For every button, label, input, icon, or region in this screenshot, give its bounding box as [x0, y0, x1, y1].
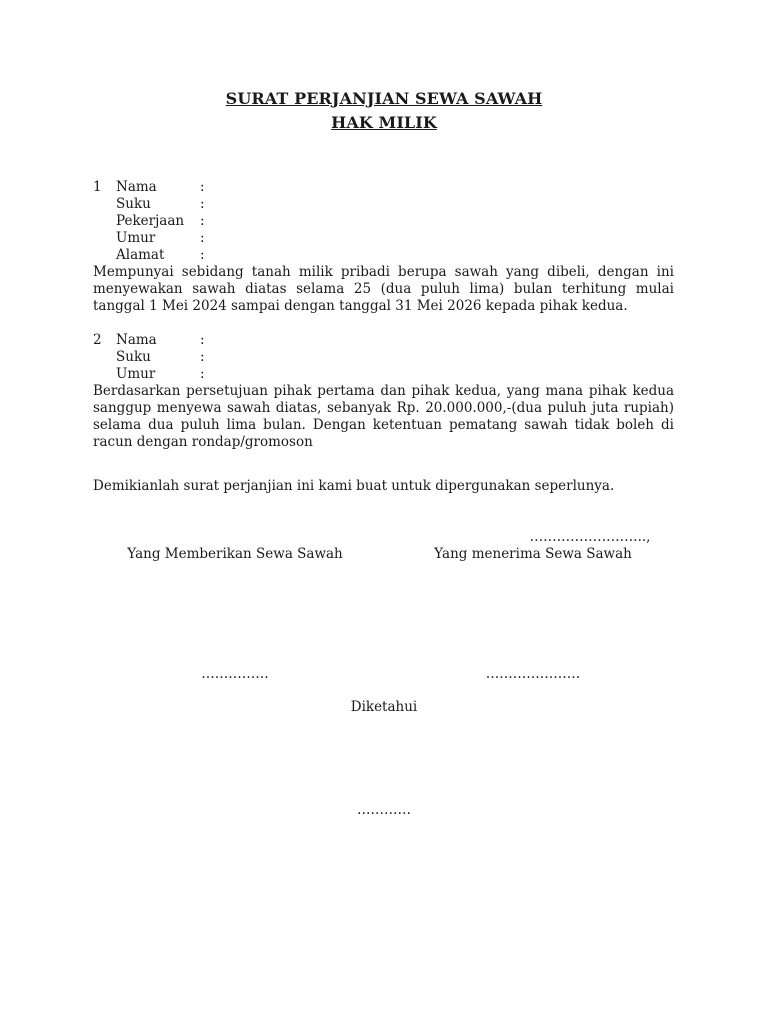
- signer-right-label: Yang menerima Sewa Sawah: [434, 546, 632, 562]
- signer-left-label: Yang Memberikan Sewa Sawah: [127, 546, 343, 562]
- party1-paragraph: Mempunyai sebidang tanah milik pribadi berupa sawah yang dibeli, dengan ini menyewakan sawah diatas selama 25 (dua puluh lima) bulan terhitung mulai tanggal 1 Mei 2024 sampai dengan tanggal 31 Mei 2026 kepada pihak kedua.: [93, 264, 674, 314]
- party1-umur-colon: :: [200, 230, 205, 246]
- document-title: SURAT PERJANJIAN SEWA SAWAH: [225, 89, 543, 108]
- party1-umur-label: Umur: [116, 230, 156, 246]
- party2-suku-colon: :: [200, 349, 205, 365]
- party2-umur-label: Umur: [116, 366, 156, 382]
- party1-number: 1: [93, 179, 102, 195]
- party2-umur-colon: :: [200, 366, 205, 382]
- party1-alamat-colon: :: [200, 247, 205, 263]
- place-date-placeholder: ……………………..,: [529, 529, 651, 545]
- party2-name-label: Nama: [116, 332, 157, 348]
- party2-paragraph: Berdasarkan persetujuan pihak pertama dan pihak kedua, yang mana pihak kedua sanggup menyewa sawah diatas, sebanyak Rp. 20.000.000,-(dua puluh juta rupiah) selama dua puluh lima bulan. Dengan ketentuan pematang sawah tidak boleh di racun dengan rondap/gromoson: [93, 383, 674, 450]
- witness-label: Diketahui: [350, 699, 418, 715]
- party1-pekerjaan-label: Pekerjaan: [116, 213, 185, 229]
- party1-name-colon: :: [200, 179, 205, 195]
- document-subtitle: HAK MILIK: [331, 113, 437, 132]
- party1-name-label: Nama: [116, 179, 157, 195]
- closing-statement: Demikianlah surat perjanjian ini kami buat untuk dipergunakan seperlunya.: [93, 478, 615, 494]
- party1-alamat-label: Alamat: [116, 247, 165, 263]
- party2-number: 2: [93, 332, 102, 348]
- party1-pekerjaan-colon: :: [200, 213, 205, 229]
- witness-name-placeholder: …………: [357, 802, 411, 818]
- signer-left-name-placeholder: ……………: [201, 666, 269, 682]
- party2-suku-label: Suku: [116, 349, 151, 365]
- party1-suku-colon: :: [200, 196, 205, 212]
- party2-name-colon: :: [200, 332, 205, 348]
- party1-suku-label: Suku: [116, 196, 151, 212]
- signer-right-name-placeholder: …………………: [485, 666, 581, 682]
